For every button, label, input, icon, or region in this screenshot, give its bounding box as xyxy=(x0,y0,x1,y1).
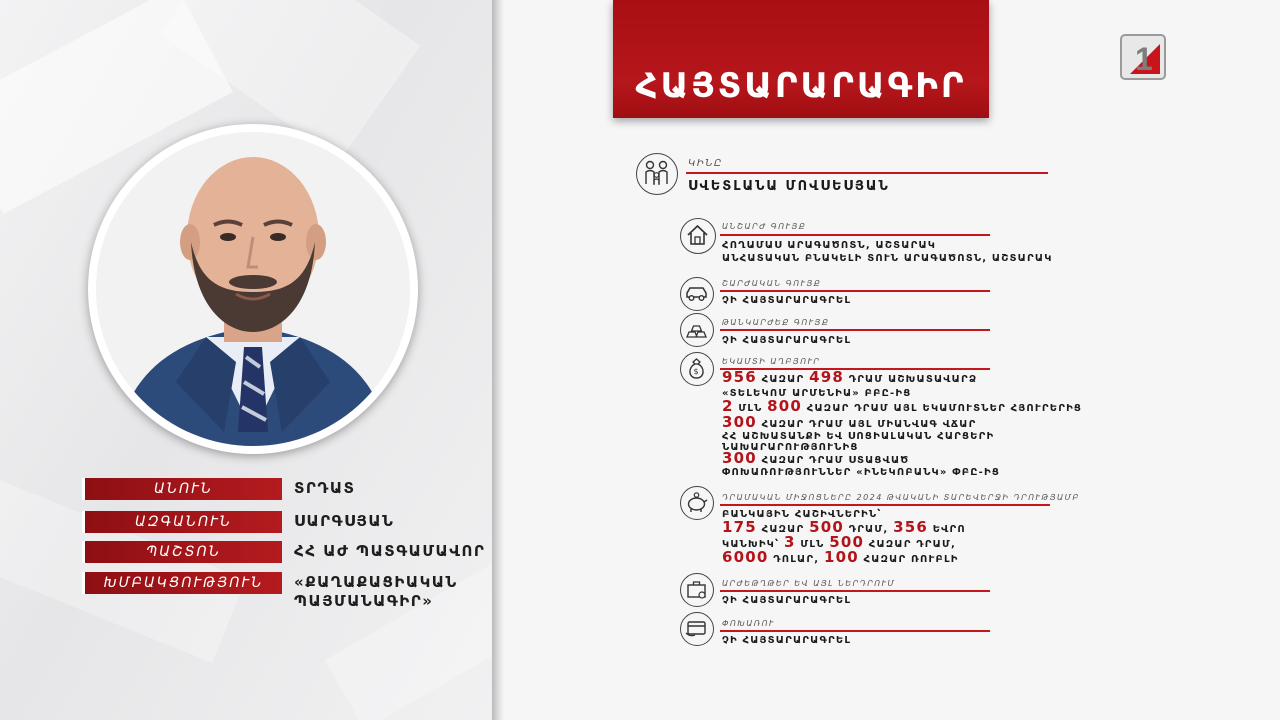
panel-divider xyxy=(492,0,504,720)
cash-unit: ՄԼՆ xyxy=(800,539,825,550)
person-photo xyxy=(96,132,410,446)
real-estate-line1: ՀՈՂԱՄԱՍ ԱՐԱԳԱԾՈՏՆ, ԱՇՏԱՐԱԿ xyxy=(722,240,937,251)
income-4-source: ՓՈԽԱՌՈՒԹՅՈՒՆՆԵՐ «ԻՆԵԿՈԲԱՆԿ» ՓԲԸ-ԻՑ xyxy=(722,467,1001,478)
movable-text: ՉԻ ՀԱՅՏԱՐԱՐԱԳՐԵԼ xyxy=(722,295,852,306)
income-1-amount-b: 498 xyxy=(809,368,844,386)
cash-unit: ԵՎՐՈ xyxy=(932,524,966,535)
divider-line xyxy=(720,329,990,331)
valuables-label: ԹԱՆԿԱՐԺԵՔ ԳՈՒՅՔ xyxy=(722,318,830,327)
income-1-unit-a: ՀԱԶԱՐ xyxy=(761,374,805,385)
movable-label: ՇԱՐԺԱԿԱՆ ԳՈՒՅՔ xyxy=(722,279,822,288)
income-2-amount-a: 2 xyxy=(722,397,734,415)
income-4-unit-a: ՀԱԶԱՐ ԴՐԱՄ ՍՏԱՑՎԱԾ xyxy=(761,455,910,466)
divider-line xyxy=(720,290,990,292)
cash-unit: ՀԱԶԱՐ ՌՈՒԲԼԻ xyxy=(863,554,959,565)
income-4-amount-a: 300 xyxy=(722,449,757,467)
spouse-name: ՍՎԵՏԼԱՆԱ ՄՈՎՍԵՍՅԱՆ xyxy=(688,179,890,194)
value-last-name: ՍԱՐԳՍՅԱՆ xyxy=(294,512,395,530)
cash-line-4 xyxy=(722,548,959,566)
income-entry-2 xyxy=(722,397,1083,415)
label-first-name: ԱՆՈՒՆ xyxy=(82,478,282,500)
cash-amount: 356 xyxy=(893,518,928,536)
income-entry-1 xyxy=(722,368,978,386)
divider-line xyxy=(720,630,990,632)
value-faction-line1: «ՔԱՂԱՔԱՑԻԱԿԱՆ xyxy=(294,573,458,591)
cash-amount: 500 xyxy=(829,533,865,551)
cash-amount: 3 xyxy=(784,533,796,551)
income-1-unit-b: ԴՐԱՄ ԱՇԽԱՏԱՎԱՐՁ xyxy=(848,374,978,385)
money-bag-icon xyxy=(680,352,714,386)
briefcase-icon xyxy=(680,573,714,607)
logo-text: 1 xyxy=(1135,41,1153,77)
piggy-bank-icon xyxy=(680,486,714,520)
svg-text:$: $ xyxy=(693,367,699,376)
cash-label: ԴՐԱՄԱԿԱՆ ՄԻՋՈՑՆԵՐԸ 2024 ԹՎԱԿԱՆԻ ՏԱՐԵՎԵՐՋԻ ԴՐՈՒԹՅԱՄԲ xyxy=(722,493,1080,502)
label-position: ՊԱՇՏՈՆ xyxy=(82,541,282,563)
income-1-source: «ՏԵԼԵԿՈՄ ԱՐՄԵՆԻԱ» ԲԲԸ-ԻՑ xyxy=(722,388,912,399)
income-3-amount-a: 300 xyxy=(722,413,757,431)
cash-unit: ԴՈԼԱՐ, xyxy=(773,554,820,565)
income-1-amount-a: 956 xyxy=(722,368,757,386)
divider-line xyxy=(720,234,990,236)
cash-unit: ԴՐԱՄ, xyxy=(848,524,889,535)
divider-line xyxy=(720,368,990,370)
channel-logo xyxy=(1120,34,1166,80)
car-icon xyxy=(680,277,714,311)
securities-text: ՉԻ ՀԱՅՏԱՐԱՐԱԳՐԵԼ xyxy=(722,595,852,606)
cash-unit: ՀԱԶԱՐ xyxy=(761,524,805,535)
label-faction: ԽՄԲԱԿՑՈՒԹՅՈՒՆ xyxy=(82,572,282,594)
real-estate-label: ԱՆՇԱՐԺ ԳՈՒՅՔ xyxy=(722,222,807,231)
loans-text: ՉԻ ՀԱՅՏԱՐԱՐԱԳՐԵԼ xyxy=(722,635,852,646)
valuables-text: ՉԻ ՀԱՅՏԱՐԱՐԱԳՐԵԼ xyxy=(722,335,852,346)
income-3-source-line1: ՀՀ ԱՇԽԱՏԱՆՔԻ ԵՎ ՍՈՑԻԱԼԱԿԱՆ ՀԱՐՑԵՐԻ xyxy=(722,431,995,442)
income-label: ԵԿԱՄՏԻ ԱՂԲՅՈՒՐ xyxy=(722,357,821,366)
cash-amount: 175 xyxy=(722,518,757,536)
income-3-source-line2: ՆԱԽԱՐԱՐՈՒԹՅՈՒՆԻՑ xyxy=(722,442,859,453)
label-last-name: ԱԶԳԱՆՈՒՆ xyxy=(82,511,282,533)
card-icon xyxy=(680,612,714,646)
income-entry-4 xyxy=(722,449,910,467)
divider-line xyxy=(686,172,1048,174)
income-2-unit-a: ՄԼՆ xyxy=(738,403,763,414)
page-title: ՀԱՅՏԱՐԱՐԱԳԻՐ xyxy=(635,66,967,106)
gold-bars-icon xyxy=(680,313,714,347)
income-3-unit-a: ՀԱԶԱՐ ԴՐԱՄ ԱՅԼ ՄԻԱՆՎԱԳ ՎՃԱՐ xyxy=(761,419,977,430)
house-icon xyxy=(680,218,716,254)
spouse-label: ԿԻՆԸ xyxy=(688,158,723,169)
cash-amount: 100 xyxy=(823,548,859,566)
divider-line xyxy=(720,590,990,592)
value-faction-line2: ՊԱՅՄԱՆԱԳԻՐ» xyxy=(294,592,434,610)
cash-bank-accounts: ԲԱՆԿԱՅԻՆ ՀԱՇԻՎՆԵՐԻՆ՝ xyxy=(722,509,882,520)
income-2-unit-b: ՀԱԶԱՐ ԴՐԱՄ ԱՅԼ ԵԿԱՄՈՒՏՆԵՐ ՀՅՈՒՐԵՐԻՑ xyxy=(806,403,1083,414)
divider-line xyxy=(720,504,1050,506)
cash-amount: 6000 xyxy=(722,548,769,566)
loans-label: ՓՈԽԱՌՈՒ xyxy=(722,619,775,628)
value-position: ՀՀ ԱԺ ՊԱՏԳԱՄԱՎՈՐ xyxy=(294,542,486,560)
cash-unit: ԿԱՆԽԻԿ՝ xyxy=(722,539,780,550)
income-2-amount-b: 800 xyxy=(767,397,803,415)
family-icon xyxy=(636,153,678,195)
income-entry-3 xyxy=(722,413,977,431)
value-first-name: ՏՐԴԱՏ xyxy=(294,479,356,497)
cash-amount: 500 xyxy=(809,518,844,536)
real-estate-line2: ԱՆՀԱՏԱԿԱՆ ԲՆԱԿԵԼԻ ՏՈՒՆ ԱՐԱԳԱԾՈՏՆ, ԱՇՏԱՐԱԿ xyxy=(722,253,1053,264)
cash-unit: ՀԱԶԱՐ ԴՐԱՄ, xyxy=(868,539,956,550)
securities-label: ԱՐԺԵԹՂԹԵՐ ԵՎ ԱՅԼ ՆԵՐԴՐՈՒՄ xyxy=(722,579,896,588)
